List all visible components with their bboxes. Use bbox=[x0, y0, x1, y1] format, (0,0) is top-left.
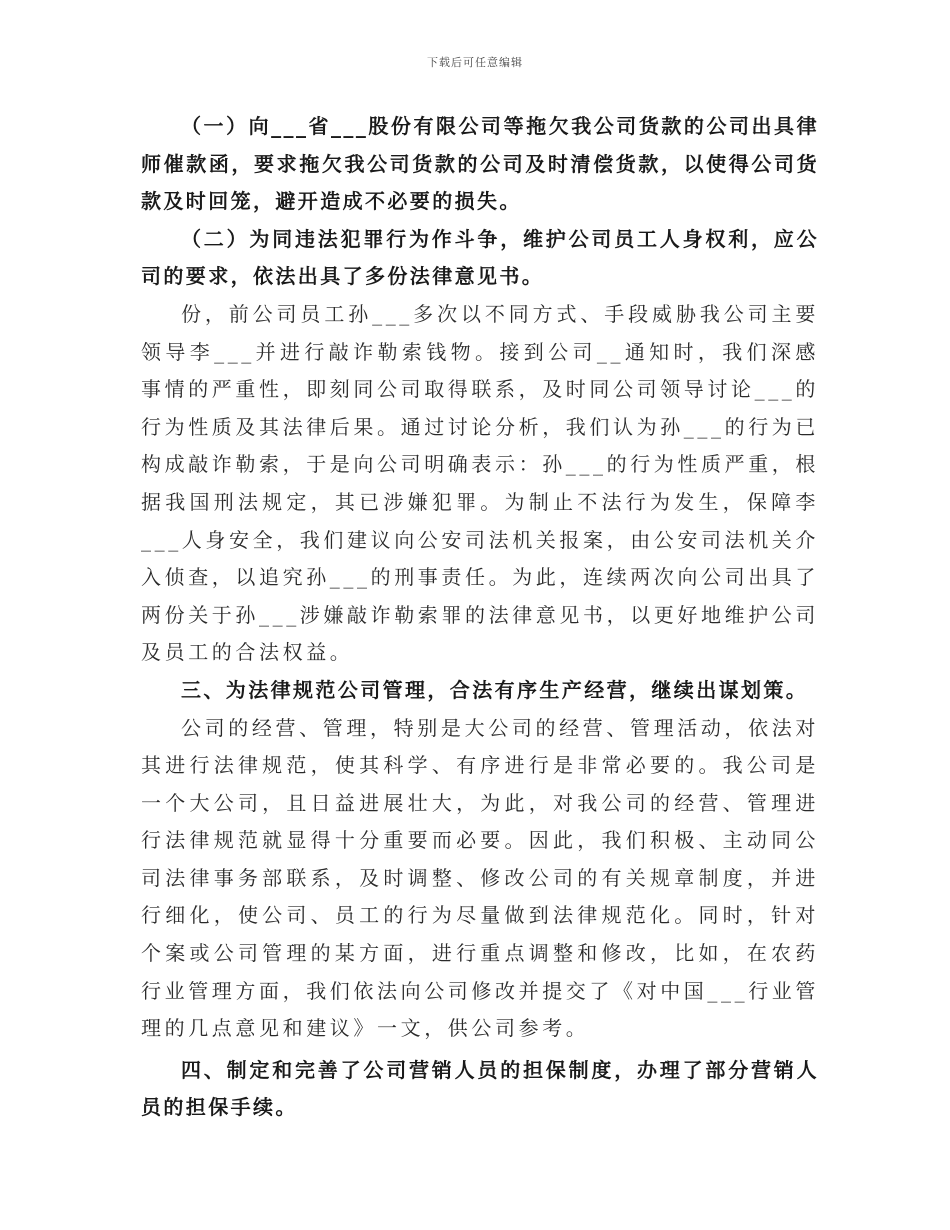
page-header: 下载后可任意编辑 bbox=[427, 56, 523, 69]
paragraph-item-1: （一）向___省___股份有限公司等拖欠我公司货款的公司出具律师催款函，要求拖欠我公司货款的公司及时清偿货款，以使得公司货款及时回笼，避开造成不必要的损失。 bbox=[141, 114, 819, 214]
document-body bbox=[141, 108, 819, 1127]
paragraph-item-2: （二）为同违法犯罪行为作斗争，维护公司员工人身权利，应公司的要求，依法出具了多份法律意见书。 bbox=[141, 226, 819, 289]
paragraph-management-regulation: 公司的经营、管理，特别是大公司的经营、管理活动，依法对其进行法律规范，使其科学、有序进行是非常必要的。我公司是一个大公司，且日益进展壮大，为此，对我公司的经营、管理进行法律规范就显得十分重要而必要。因此，我们积极、主动同公司法律事务部联系，及时调整、修改公司的有关规章制度，并进行细化，使公司、员工的行为尽量做到法律规范化。同时，针对个案或公司管理的某方面，进行重点调整和修改，比如，在农药行业管理方面，我们依法向公司修改并提交了《对中国___行业管理的几点意见和建议》一文，供公司参考。 bbox=[141, 715, 819, 1041]
paragraph-intimidation-case: 份，前公司员工孙___多次以不同方式、手段威胁我公司主要领导李___并进行敲诈勒索钱物。接到公司__通知时，我们深感事情的严重性，即刻同公司取得联系，及时同公司领导讨论___的行为性质及其法律后果。通过讨论分析，我们认为孙___的行为已构成敲诈勒索，于是向公司明确表示：孙___的行为性质严重，根据我国刑法规定，其已涉嫌犯罪。为制止不法行为发生，保障李___人身安全，我们建议向公安司法机关报案，由公安司法机关介入侦查，以追究孙___的刑事责任。为此，连续两次向公司出具了两份关于孙___涉嫌敲诈勒索罪的法律意见书，以更好地维护公司及员工的合法权益。 bbox=[141, 301, 819, 665]
section-heading-4: 四、制定和完善了公司营销人员的担保制度，办理了部分营销人员的担保手续。 bbox=[141, 1057, 819, 1120]
section-heading-3: 三、为法律规范公司管理，合法有序生产经营，继续出谋划策。 bbox=[181, 677, 809, 702]
